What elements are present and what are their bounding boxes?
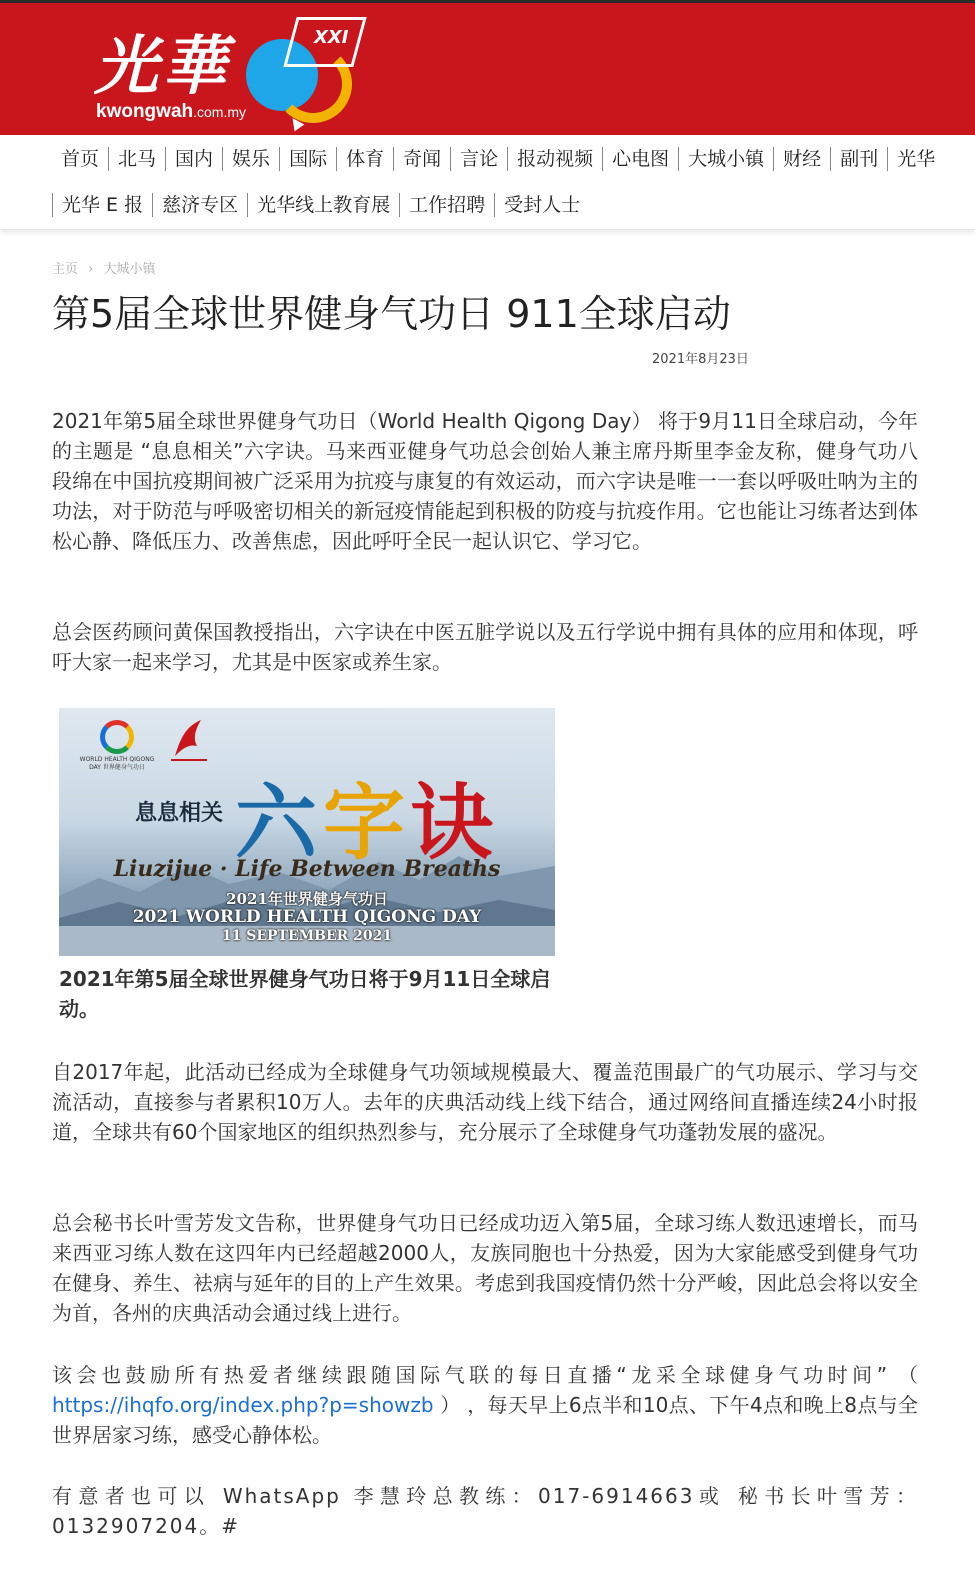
main-navigation: [0, 135, 975, 230]
article-paragraph-1: 2021年第5届全球世界健身气功日（World Health Qigong Day） 将于9月11日全球启动，今年的主题是 “息息相关”六字诀。马来西亚健身气功总会创始人兼主席丹斯里李金友称，健身气功八段绵在中国抗疫期间被广泛采用为抗疫与康复的有效运动，而六字诀是唯一一套以呼吸吐呐为主的功法，对于防范与呼吸密切相关的新冠疫情能起到积极的防疫与抗疫作用。它也能让习练者达到体松心静、降低压力、改善焦虑，因此呼吁全民一起认识它、学习它。: [52, 409, 918, 553]
breadcrumb: [52, 258, 162, 277]
nav-item-jobs[interactable]: 工作招聘: [399, 193, 494, 217]
nav-item-opinion[interactable]: 言论: [450, 147, 507, 171]
nav-item-international[interactable]: 国际: [279, 147, 336, 171]
article-paragraph-5: 该会也鼓励所有热爱者继续跟随国际气联的每日直播“龙采全球健身气功时间” （ https://ihqfo.org/index.php?p=showzb ） ，每天早上6点半和10点、下午4点和晚上8点与全世界居家习练，感受心静体松。: [52, 1363, 918, 1447]
nav-item-home[interactable]: 首页: [61, 148, 100, 170]
nav-item-honorees[interactable]: 受封人士: [494, 193, 589, 217]
image-caption: 2021年第5届全球世界健身气功日将于9月11日全球启动。: [59, 967, 551, 1021]
breadcrumb-home[interactable]: 主页: [52, 262, 79, 277]
figure-event-date: 11 SEPTEMBER 2021: [221, 928, 393, 944]
nav-item-domestic[interactable]: 国内: [165, 147, 222, 171]
figure-event-en: 2021 WORLD HEALTH QIGONG DAY: [132, 907, 482, 927]
nav-item-kwongwah[interactable]: 光华: [887, 147, 944, 171]
nav-item-north[interactable]: 北马: [108, 147, 165, 171]
site-header: [0, 0, 975, 135]
nav-item-ecg[interactable]: 心电图: [602, 147, 678, 171]
qigong-day-logo: [79, 720, 155, 772]
nav-row-secondary: [52, 193, 589, 217]
nav-item-finance[interactable]: 财经: [773, 147, 830, 171]
nav-item-video[interactable]: 报动视频: [507, 147, 602, 171]
nav-item-tzuchi[interactable]: 慈济专区: [152, 193, 247, 217]
article-image[interactable]: [59, 708, 555, 956]
breadcrumb-section[interactable]: 大城小镇: [103, 262, 156, 277]
association-logo-icon: [167, 716, 211, 764]
nav-row-primary: [52, 147, 944, 171]
nav-item-oddities[interactable]: 奇闻: [393, 147, 450, 171]
figure-event-cn: 2021年世界健身气功日: [226, 890, 388, 908]
nav-item-supplement[interactable]: 副刊: [830, 147, 887, 171]
nav-item-towns[interactable]: 大城小镇: [678, 147, 773, 171]
livestream-link[interactable]: https://ihqfo.org/index.php?p=showzb: [52, 1393, 434, 1417]
article-paragraph-2: 总会医药顾问黄保国教授指出，六字诀在中医五脏学说以及五行学说中拥有具体的应用和体现，呼吁大家一起来学习，尤其是中医家或养生家。: [52, 620, 918, 674]
figure-theme-big: 六字诀: [235, 775, 500, 871]
article-paragraph-6: 有意者也可以 WhatsApp 李慧玲总教练：017-6914663或 秘书长叶雪芳：0132907204。#: [52, 1484, 918, 1538]
article-title: 第5届全球世界健身气功日 911全球启动: [52, 292, 731, 336]
logo-english-text: kwongwah.com.my: [96, 101, 247, 122]
figure-subtitle: Liuzijue · Life Between Breaths: [113, 856, 501, 882]
nav-item-entertainment[interactable]: 娱乐: [222, 147, 279, 171]
logo-flag-text: XXI: [314, 27, 349, 48]
article-paragraph-3: 自2017年起，此活动已经成为全球健身气功领域规模最大、覆盖范围最广的气功展示、学习与交流活动，直接参与者累积10万人。去年的庆典活动线上线下结合，通过网络间直播连续24小时报道，全球共有60个国家地区的组织热烈参与，充分展示了全球健身气功蓬勃发展的盛况。: [52, 1060, 918, 1144]
figure-theme-small: 息息相关: [135, 800, 224, 826]
logo-chinese-text: 光華: [94, 29, 230, 104]
qigong-ring-icon: [100, 720, 134, 754]
article-date: 2021年8月23日: [652, 352, 749, 367]
breadcrumb-separator: ›: [88, 262, 94, 277]
article-paragraph-4: 总会秘书长叶雪芳发文告称，世界健身气功日已经成功迈入第5届，全球习练人数迅速增长，而马来西亚习练人数在这四年内已经超越2000人，友族同胞也十分热爱，因为大家能感受到健身气功在健身、养生、袪病与延年的目的上产生效果。考虑到我国疫情仍然十分严峻，因此总会将以安全为首，各州的庆典活动会通过线上进行。: [52, 1211, 918, 1325]
site-logo[interactable]: [94, 13, 374, 133]
nav-item-epaper[interactable]: 光华 E 报: [52, 193, 152, 217]
nav-item-sports[interactable]: 体育: [336, 147, 393, 171]
qigong-logo-text: WORLD HEALTH QIGONG DAY 世界健身气功日: [79, 756, 155, 771]
nav-item-edu-expo[interactable]: 光华线上教育展: [247, 193, 399, 217]
